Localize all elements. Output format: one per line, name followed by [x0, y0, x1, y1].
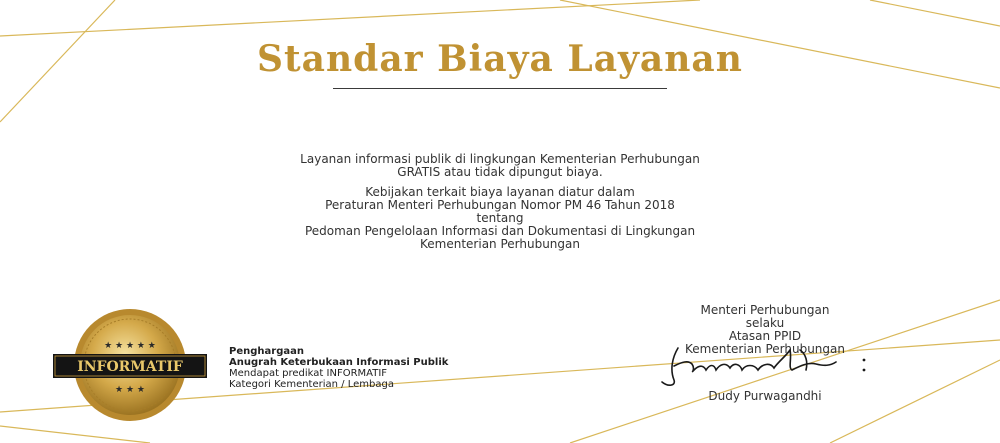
award-line: Penghargaan: [229, 346, 304, 357]
role-line: selaku: [745, 316, 785, 330]
paragraph-gratis: [0, 153, 1000, 179]
signatory-name: Dudy Purwagandhi: [708, 389, 822, 403]
medal-label: INFORMATIF: [77, 359, 183, 375]
handwritten-signature: [650, 340, 880, 390]
paragraph-line: Kebijakan terkait biaya layanan diatur dalam: [365, 185, 635, 199]
award-caption: [229, 346, 448, 390]
paragraph-line: Kementerian Perhubungan: [420, 237, 580, 251]
award-line: Mendapat predikat INFORMATIF: [229, 368, 388, 379]
medal-stars-bottom: ★ ★ ★: [115, 385, 145, 395]
role-line: Kementerian Perhubungan: [685, 342, 845, 356]
title-divider: [333, 88, 667, 89]
page-title: Standar Biaya Layanan: [257, 38, 743, 80]
deco-line: [0, 0, 700, 36]
paragraph-line: Layanan informasi publik di lingkungan Kementerian Perhubungan: [300, 152, 700, 166]
role-line: Atasan PPID: [728, 329, 802, 343]
deco-line: [870, 0, 1000, 26]
award-line: Anugrah Keterbukaan Informasi Publik: [229, 357, 449, 368]
deco-line: [0, 426, 150, 443]
paragraph-line: GRATIS atau tidak dipungut biaya.: [397, 165, 603, 179]
paragraph-regulation: [0, 186, 1000, 251]
paragraph-line: Peraturan Menteri Perhubungan Nomor PM 46 Tahun 2018: [325, 198, 675, 212]
medal-stars-top: ★ ★ ★ ★ ★: [104, 341, 156, 351]
paragraph-line: Pedoman Pengelolaan Informasi dan Dokumentasi di Lingkungan: [304, 224, 696, 238]
paragraph-line: tentang: [476, 211, 524, 225]
role-line: Menteri Perhubungan: [700, 303, 830, 317]
informatif-medal: [50, 308, 210, 423]
award-line: Kategori Kementerian / Lembaga: [229, 379, 394, 390]
